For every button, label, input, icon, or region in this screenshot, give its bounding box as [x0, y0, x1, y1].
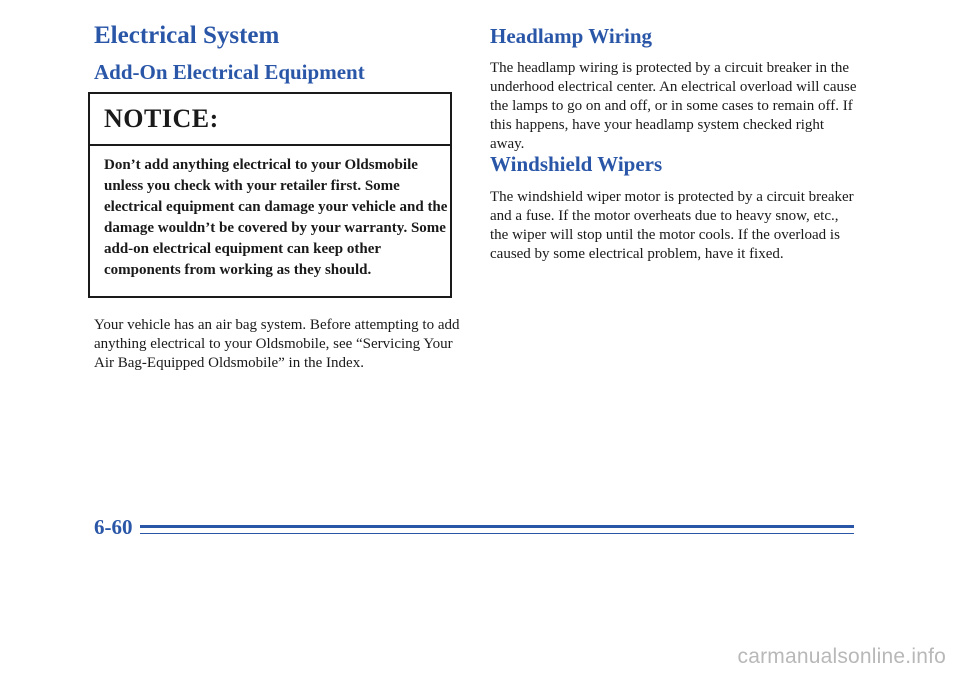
- notice-box: [88, 92, 452, 298]
- footer-rule-thick: [140, 525, 854, 528]
- watermark: carmanualsonline.info: [737, 645, 946, 668]
- notice-body: Don’t add anything electrical to your Oldsmobile unless you check with your retailer first. Some electrical equipment can damage your vehicle and the damage wouldn’t be covered by your warranty. Some add-on electrical equipment can keep other components from working as they should.: [104, 157, 448, 278]
- footer-rule-thin: [140, 533, 854, 534]
- notice-title: NOTICE:: [104, 104, 219, 133]
- subsection-title-add-on: Add-On Electrical Equipment: [94, 60, 365, 84]
- section-title: Electrical System: [94, 22, 280, 49]
- windshield-wipers-paragraph: The windshield wiper motor is protected by a circuit breaker and a fuse. If the motor overheats due to heavy snow, etc., the wiper will stop until the motor cools. If the overload is caused by some electrical problem, have it fixed.: [490, 189, 854, 262]
- page-number: 6-60: [94, 515, 133, 539]
- notice-header: [90, 94, 450, 146]
- windshield-wipers-title: Windshield Wipers: [490, 152, 663, 176]
- headlamp-wiring-paragraph: The headlamp wiring is protected by a circuit breaker in the underhood electrical center. An electrical overload will cause the lamps to go on and off, or in some cases to remain off. If this happens, have your headlamp system checked right away.: [490, 60, 857, 152]
- air-bag-paragraph: Your vehicle has an air bag system. Before attempting to add anything electrical to your Oldsmobile, see “Servicing Your Air Bag-Equipped Oldsmobile” in the Index.: [94, 317, 460, 371]
- headlamp-wiring-title: Headlamp Wiring: [490, 24, 653, 48]
